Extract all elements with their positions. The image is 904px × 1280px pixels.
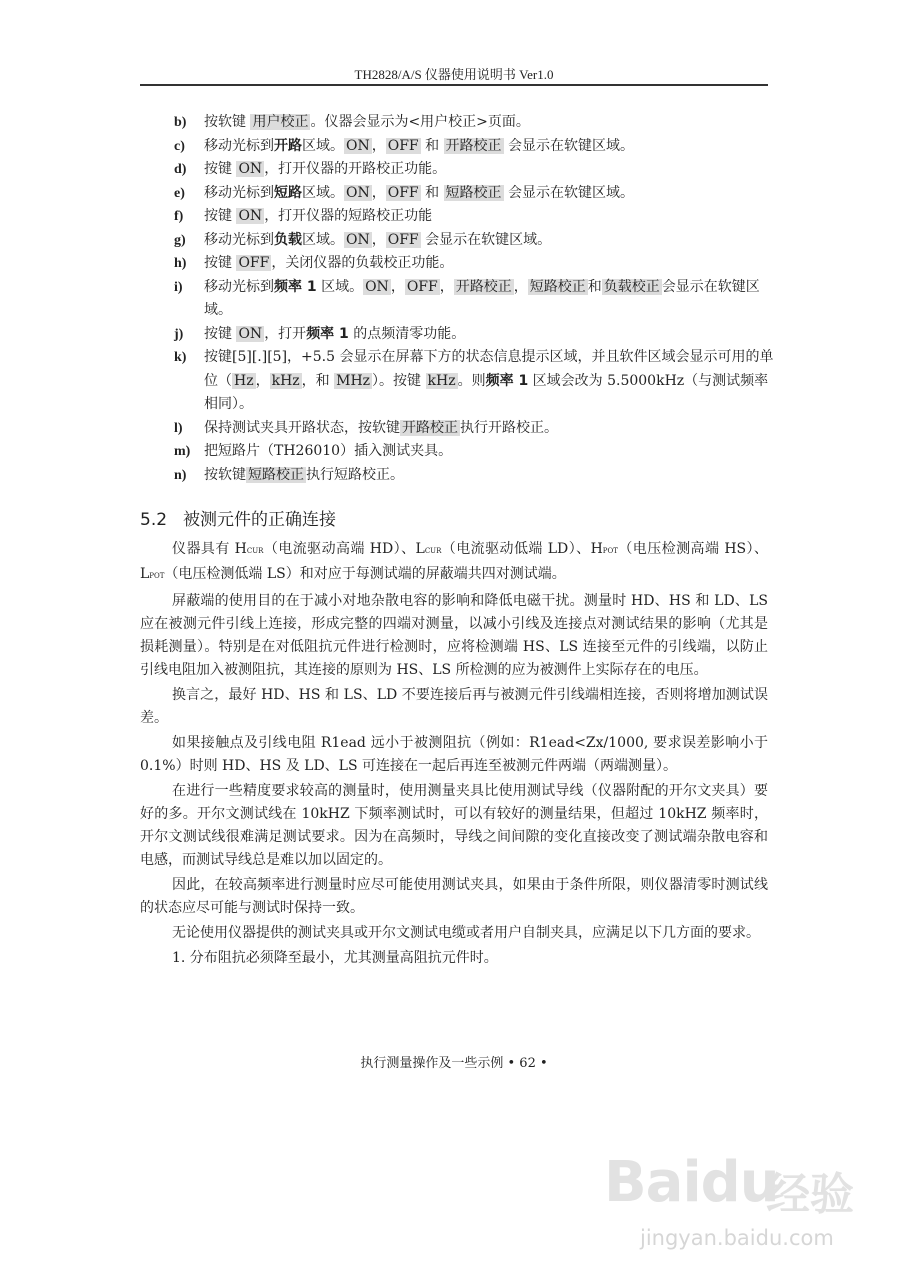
watermark-exp: 经验 — [766, 1169, 854, 1220]
softkey-off: OFF — [387, 137, 419, 154]
section-number: 5.2 — [140, 510, 168, 530]
step-text: 和 — [420, 184, 444, 201]
softkey-on: ON — [346, 184, 370, 201]
softkey-short-correction: 短路校正 — [248, 466, 304, 483]
subscript: POT — [602, 547, 618, 555]
softkey-hz: Hz — [234, 372, 254, 389]
baidu-watermark — [596, 1150, 876, 1265]
step-text: ，打开 — [264, 325, 307, 342]
step-e — [174, 182, 774, 206]
step-label: b) — [174, 115, 187, 130]
para-text: （电流驱动高端 HD）、L — [263, 541, 425, 557]
step-label: e) — [174, 185, 185, 201]
paragraph-fixture: 在进行一些精度要求较高的测量时，使用测量夹具比使用测试导线（仪器附配的开尔文夹具）要好的多。开尔文测试线在 10kHZ 下频率测试时，可以有较好的测量结果，但超过 10kHZ 频率时，开尔文测试线很难满足测试要求。因为在高频时，导线之间间隙的变化直接改变了测试端杂散电容和电感，而测试导线总是难以加以固定的。 — [140, 783, 768, 868]
softkey-off: OFF — [387, 231, 419, 248]
step-label: m) — [174, 444, 191, 459]
step-text: ， — [371, 184, 386, 201]
step-text: 按键 — [204, 325, 237, 342]
step-b — [174, 111, 774, 135]
step-text: 。则 — [457, 372, 486, 389]
softkey-on: ON — [238, 161, 263, 177]
softkey-short-correction: 短路校正 — [529, 278, 586, 295]
step-k — [174, 346, 774, 417]
step-n — [174, 464, 774, 488]
step-text: 会显示在软键区域。 — [503, 184, 634, 201]
step-text: 区域会改为 5.5000kHz（与测试频率相同）。 — [204, 372, 769, 412]
paragraph-shield: 屏蔽端的使用目的在于减小对地杂散电容的影响和降低电磁干扰。测量时 HD、HS 和 LD、LS 应在被测元件引线上连接，形成完整的四端对测量，以减小引线及连接点对测试结果的影响（尤其是损耗测量）。特别是在对低阻抗元件进行检测时，应将检测端 HS、LS 连接至元件的引线端，以防止引线电阻加入被测阻抗，其连接的原则为 HS、LS 所检测的应为被测件上实际存在的电压。 — [140, 593, 768, 678]
step-text: ，和 — [301, 372, 335, 389]
softkey-off: OFF — [406, 278, 438, 295]
subscript: POT — [149, 572, 165, 580]
softkey-off: OFF — [387, 184, 419, 201]
watermark-url: jingyan.baidu.com — [640, 1226, 834, 1250]
page-footer: 执行测量操作及一些示例 • 62 • — [360, 1056, 548, 1071]
step-text: 按键 — [204, 161, 237, 177]
softkey-on: ON — [238, 325, 263, 342]
step-text: 区域。 — [302, 231, 344, 248]
field-short: 短路 — [274, 184, 302, 201]
step-text: 区域。 — [302, 137, 344, 154]
subscript: CUR — [424, 547, 442, 555]
para-text: （电流驱动低端 LD）、H — [441, 541, 603, 557]
step-label: g) — [174, 232, 186, 248]
para-text: （电压检测高端 HS）、L — [140, 541, 768, 582]
softkey-on: ON — [365, 278, 389, 295]
step-text: ， — [371, 137, 386, 154]
softkey-mhz: MHz — [336, 372, 371, 389]
softkey-user-correction: 用户校正 — [252, 114, 309, 130]
step-text: 保持测试夹具开路状态，按软键 — [204, 419, 400, 436]
step-text: ， — [439, 278, 454, 295]
step-label: f) — [174, 209, 184, 224]
step-label: k) — [174, 350, 187, 365]
section-title: 被测元件的正确连接 — [183, 510, 337, 530]
step-text: 和 — [420, 137, 444, 154]
step-label: i) — [174, 279, 183, 295]
paragraph-terminals — [140, 538, 768, 588]
step-label: d) — [174, 162, 187, 177]
softkey-open-correction: 开路校正 — [402, 419, 458, 436]
para-text: （电压检测低端 LS）和对应于每测试端的屏蔽端共四对测试端。 — [164, 566, 566, 582]
softkey-on: ON — [238, 208, 263, 224]
step-i — [174, 276, 774, 323]
step-d — [174, 158, 774, 182]
step-text: 移动光标到 — [204, 231, 274, 248]
step-h — [174, 252, 774, 276]
softkey-on: ON — [346, 137, 370, 154]
step-label: c) — [174, 138, 185, 154]
step-text: 区域。 — [302, 184, 344, 201]
step-text: ， — [513, 278, 528, 295]
softkey-off: OFF — [238, 255, 270, 271]
step-text: ， — [255, 372, 270, 389]
step-text: 按键 — [204, 208, 237, 224]
procedure-steps — [174, 111, 774, 487]
step-text: ，打开仪器的短路校正功能 — [264, 208, 433, 224]
softkey-khz: kHz — [271, 372, 300, 389]
step-label: j) — [174, 326, 184, 342]
step-text: ）。按键 — [372, 372, 426, 389]
step-text: 移动光标到 — [204, 184, 274, 201]
softkey-open-correction: 开路校正 — [445, 137, 502, 154]
subscript: CUR — [246, 547, 264, 555]
softkey-on: ON — [346, 231, 370, 248]
field-freq-1: 频率 1 — [485, 372, 529, 389]
step-l — [174, 417, 774, 441]
step-g — [174, 229, 774, 253]
softkey-khz: kHz — [427, 372, 456, 389]
step-text: 把短路片（TH26010）插入测试夹具。 — [204, 443, 453, 459]
section-heading — [140, 505, 336, 530]
softkey-short-correction: 短路校正 — [445, 184, 502, 201]
step-text: 会显示在软键区域。 — [503, 137, 634, 154]
paragraph-requirements: 无论使用仪器提供的测试夹具或开尔文测试电缆或者用户自制夹具，应满足以下几方面的要求。 — [172, 925, 760, 941]
watermark-logo: Baidu — [604, 1150, 779, 1215]
step-text: 和 — [587, 278, 602, 295]
field-open: 开路 — [274, 137, 302, 154]
step-text: 按软键 — [204, 114, 251, 130]
step-label: l) — [174, 420, 183, 436]
step-c — [174, 135, 774, 159]
step-label: h) — [174, 256, 187, 271]
para-text: 仪器具有 H — [172, 541, 247, 557]
step-f — [174, 205, 774, 229]
step-text: ， — [390, 278, 405, 295]
field-load: 负载 — [274, 231, 302, 248]
step-text: 区域。 — [316, 278, 364, 295]
header-rule — [140, 84, 768, 86]
step-text: ， — [371, 231, 386, 248]
step-text: ，打开仪器的开路校正功能。 — [264, 161, 447, 177]
softkey-load-correction: 负载校正 — [603, 278, 660, 295]
step-text: 执行短路校正。 — [306, 466, 404, 483]
field-freq-1: 频率 1 — [306, 325, 349, 342]
field-freq-1: 频率 1 — [274, 278, 317, 295]
step-text: 会显示在软键区域。 — [420, 231, 552, 248]
step-text: 按键 — [204, 255, 237, 271]
paragraph-high-frequency: 因此，在较高频率进行测量时应尽可能使用测试夹具，如果由于条件所限，则仪器清零时测试线的状态应尽可能与测试时保持一致。 — [140, 877, 768, 916]
softkey-open-correction: 开路校正 — [455, 278, 512, 295]
step-text: 按键[5][.][5]，+5.5 会显示在屏幕下方的状态信息提示区域，并且软件区域会显示可用的单位（ — [204, 349, 774, 389]
page-header: TH2828/A/S 仪器使用说明书 Ver1.0 — [354, 67, 554, 82]
step-text: 按软键 — [204, 466, 246, 483]
step-text: 。仪器会显示为<用户校正>页面。 — [310, 114, 530, 130]
paragraph-in-other-words: 换言之，最好 HD、HS 和 LS、LD 不要连接后再与被测元件引线端相连接，否则将增加测试误差。 — [140, 687, 768, 726]
step-text: ，关闭仪器的负载校正功能。 — [271, 255, 454, 271]
paragraph-item-1: 1. 分布阻抗必须降至最小，尤其测量高阻抗元件时。 — [172, 950, 498, 966]
step-text: 移动光标到 — [204, 137, 274, 154]
body-text — [140, 538, 768, 972]
paragraph-lead-resistance: 如果接触点及引线电阻 R1ead 远小于被测阻抗（例如：R1ead<Zx/1000, 要求误差影响小于 0.1%）时则 HD、HS 及 LD、LS 可连接在一起后再连至被测元件两端（两端测量）。 — [140, 735, 768, 774]
step-label: n) — [174, 467, 187, 483]
step-m — [174, 440, 774, 464]
step-text: 执行开路校正。 — [460, 419, 558, 436]
step-text: 移动光标到 — [204, 278, 274, 295]
step-text: 会显示在软键区域。 — [204, 278, 760, 318]
step-text: 的点频清零功能。 — [348, 325, 466, 342]
step-j — [174, 323, 774, 347]
